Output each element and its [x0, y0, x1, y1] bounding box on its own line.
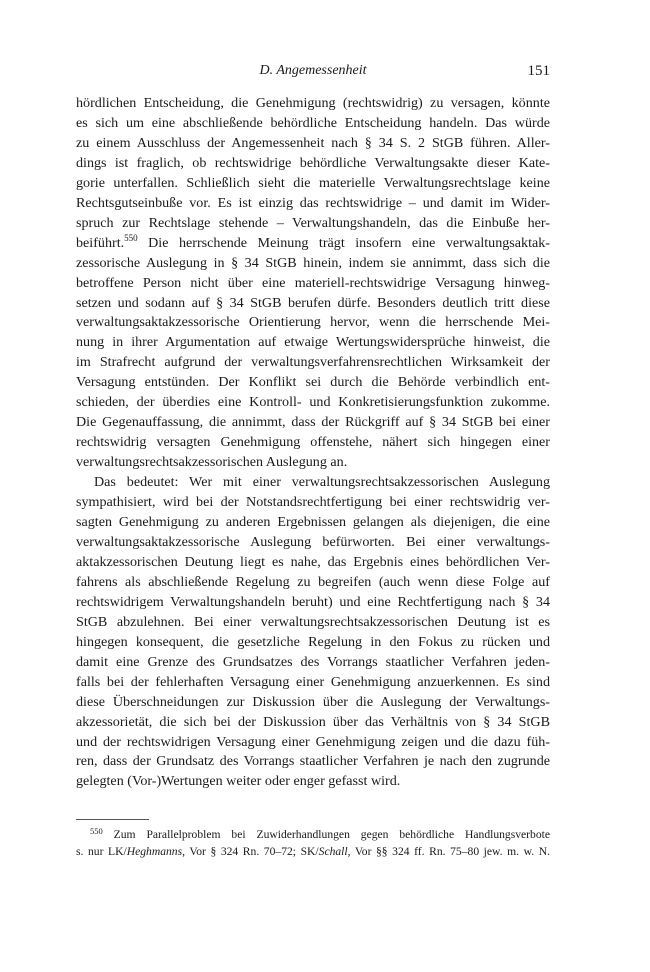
text-line: aktakzessorischen Deutung liegt es nahe, das Ergebnis eines behördlichen Ver-	[76, 553, 550, 570]
text-line: verwaltungsaktakzessorische Orientierung hervor, wenn die herrschende Mei-	[76, 314, 550, 331]
text-line: spruch zur Rechtslage stehende – Verwaltungshandeln, das die Einbuße her-	[76, 214, 550, 231]
text-line: betroffene Person nicht über eine materiell-rechtswidrige Versagung hinweg-	[76, 274, 550, 291]
text-line: schieden, der überdies eine Kontroll- und Konkretisierungsfunktion zukomme.	[76, 394, 550, 411]
text-line-with-footnote-ref	[76, 234, 550, 254]
text-fragment: Die herrschende Meinung trägt insofern eine verwaltungsaktak-	[137, 234, 550, 251]
text-line: setzen und sodann auf § 34 StGB berufen dürfe. Besonders deutlich tritt diese	[76, 294, 550, 311]
text-line: StGB abzulehnen. Bei einer verwaltungsrechtsakzessorischen Deutung ist es	[76, 613, 550, 630]
text-line: akzessorietät, die sich bei der Diskussion über das Verhältnis von § 34 StGB	[76, 713, 550, 730]
page-number: 151	[527, 63, 550, 79]
text-line: zu einem Ausschluss der Angemessenheit nach § 34 S. 2 StGB führen. Aller-	[76, 134, 550, 151]
text-line: Die Gegenauffassung, die annimmt, dass der Rückgriff auf § 34 StGB bei einer	[76, 414, 550, 431]
text-line: nung in ihrer Argumentation auf etwaige Wertungswidersprüche hinweist, die	[76, 334, 550, 351]
text-line: ren, dass der Grundsatz des Vorrangs staatlicher Verfahren je nach den zugrunde	[76, 753, 550, 770]
footnote-author: Heghmanns	[126, 845, 183, 858]
text-line: und der rechtswidrigen Versagung einer Genehmigung zeigen und die dazu füh-	[76, 733, 550, 750]
text-line: damit eine Grenze des Grundsatzes des Vorrangs staatlicher Verfahren jeden-	[76, 653, 550, 670]
text-line: dings ist fraglich, ob rechtswidrige behördliche Verwaltungsakte dieser Kate-	[76, 154, 550, 171]
footnote-text: s. nur LK/	[76, 845, 127, 858]
text-line: rechtswidrig versagten Genehmigung offenstehe, nähert sich hingegen einer	[76, 434, 550, 451]
running-head	[76, 60, 550, 82]
text-line: gelegten (Vor-)Wertungen weiter oder enger gefasst wird.	[76, 773, 401, 790]
text-line: Versagung entstünden. Der Konflikt sei durch die Behörde verbindlich ent-	[76, 374, 550, 391]
text-line: im Strafrecht aufgrund der verwaltungsverfahrensrechtlichen Wirksamkeit der	[76, 354, 550, 371]
text-line: fahrens als abschließende Regelung zu begreifen (auch wenn diese Folge auf	[76, 573, 550, 590]
text-line: gorie unterfallen. Schließlich sieht die materielle Verwaltungsrechtslage keine	[76, 174, 550, 191]
footnote-reference[interactable]: 550	[124, 233, 138, 243]
footnote-550-line-1	[76, 826, 550, 843]
text-line: falls bei der fehlerhaften Versagung einer Genehmigung anzuerkennen. Es sind	[76, 673, 550, 690]
text-line: verwaltungsrechtsakzessorischen Auslegung an.	[76, 454, 348, 471]
body-text	[76, 94, 550, 792]
footnotes	[76, 826, 550, 860]
text-line: hingegen konsequent, die gesetzliche Regelung in den Fokus zu rücken und	[76, 633, 550, 650]
text-line: sagten Genehmigung zu anderen Ergebnissen gelangen als diejenigen, die eine	[76, 514, 550, 531]
footnote-text: Zum Parallelproblem bei Zuwiderhandlungen gegen behördliche Handlungsverbote	[102, 828, 550, 841]
running-title: D. Angemessenheit	[259, 63, 367, 78]
text-line: sympathisiert, wird bei der Notstandsrechtfertigung bei einer rechtswidrig ver-	[76, 494, 550, 511]
footnote-number: 550	[90, 826, 103, 836]
text-line: Das bedeutet: Wer mit einer verwaltungsrechtsakzessorischen Auslegung	[94, 474, 550, 491]
footnote-550-line-2	[76, 843, 550, 860]
text-line: hördlichen Entscheidung, die Genehmigung (rechtswidrig) zu versagen, könnte	[76, 95, 550, 111]
footnote-text: , Vor §§ 324 ff. Rn. 75–80 jew. m. w. N.	[347, 845, 550, 858]
text-line: Rechtsgutseinbuße vor. Es ist einzig das rechtswidrige – und damit im Wider-	[76, 194, 550, 211]
text-line: diese Überschneidungen zur Diskussion über die Auslegung der Verwaltungs-	[76, 693, 550, 710]
text-line: verwaltungsaktakzessorische Auslegung befürworten. Bei einer verwaltungs-	[76, 533, 550, 550]
footnote-separator	[76, 819, 149, 820]
text-line: zessorische Auslegung in § 34 StGB hinein, indem sie annimmt, dass sich die	[76, 254, 550, 271]
text-line: rechtswidrigem Verwaltungshandeln beruht) und eine Rechtfertigung nach § 34	[76, 593, 550, 610]
footnote-text: , Vor § 324 Rn. 70–72; SK/	[182, 845, 319, 858]
text-fragment: beiführt.	[76, 234, 125, 251]
text-line: es sich um eine abschließende behördliche Entscheidung handeln. Das würde	[76, 114, 550, 131]
footnote-author: Schall	[318, 845, 348, 858]
